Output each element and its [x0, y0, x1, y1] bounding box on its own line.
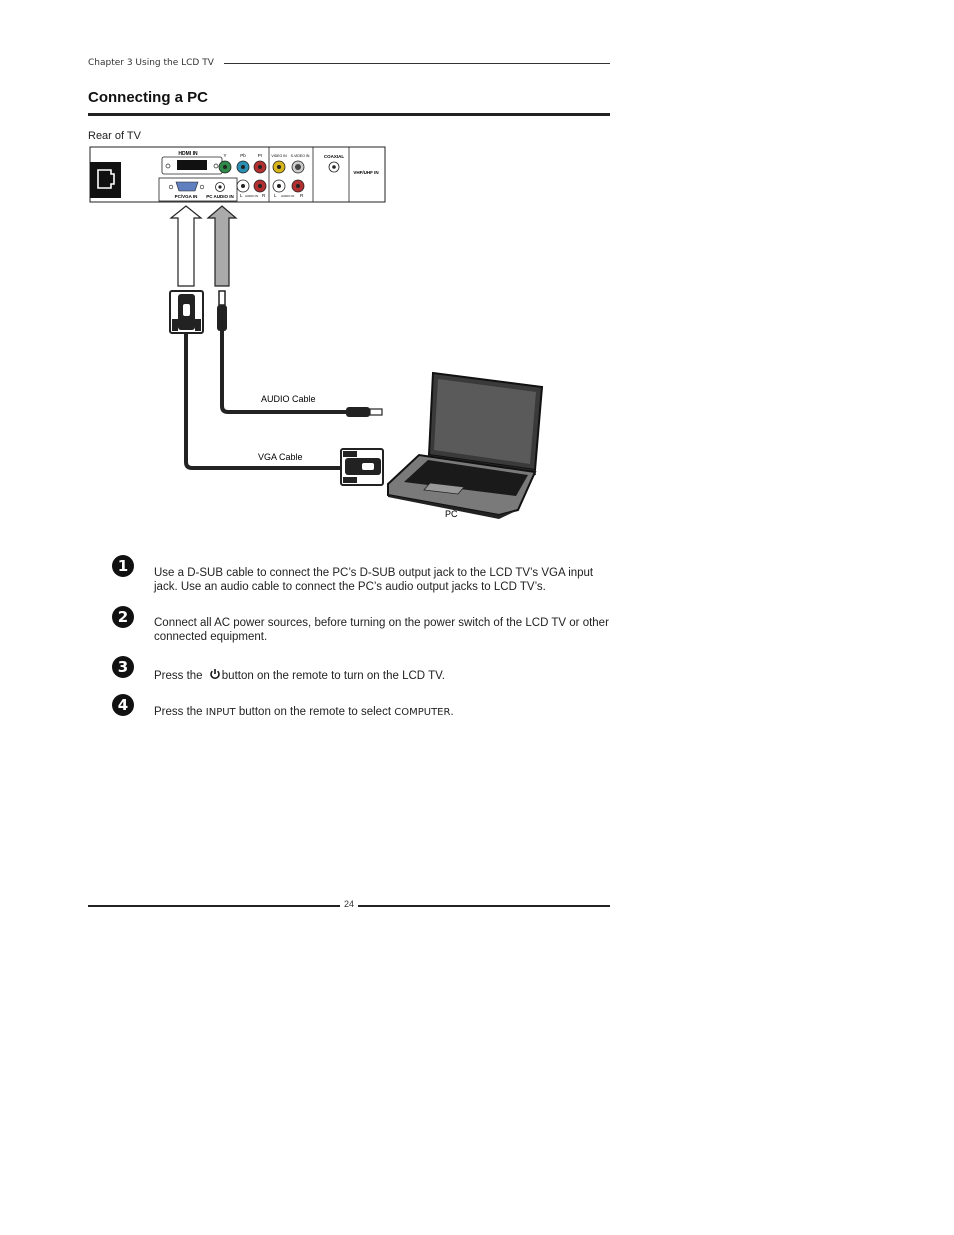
step-4-number: 4	[112, 694, 134, 716]
step-3-text	[154, 668, 609, 683]
audio-cable-label: AUDIO Cable	[261, 394, 316, 404]
page-title: Connecting a PC	[88, 89, 209, 106]
vga-cable-label: VGA Cable	[258, 452, 303, 462]
audio-small-label-2: AUDIO IN	[281, 194, 295, 198]
power-icon	[209, 668, 221, 680]
header-divider	[224, 63, 610, 64]
page-number: 24	[343, 899, 354, 909]
title-rule	[88, 113, 610, 116]
step-1-number: 1	[112, 555, 134, 577]
pc-label: PC	[445, 509, 458, 519]
hdmi-port	[162, 157, 222, 174]
coaxial-label: COAXIAL	[323, 154, 345, 159]
vhf-uhf-label: VHF/UHF IN	[353, 170, 379, 175]
ac-power-inlet	[90, 162, 121, 198]
audio-plug-tv	[217, 291, 227, 331]
pc-audio-port	[216, 183, 225, 192]
computer-keyword: COMPUTER	[394, 707, 451, 718]
laptop-illustration	[388, 373, 542, 519]
step-1-text: Use a D-SUB cable to connect the PC’s D-SUB output jack to the LCD TV’s VGA input jack. Use an audio cable to connect the PC’s audio output jacks to LCD TV’s.	[154, 567, 594, 593]
step-4-text-middle: button on the remote to select	[238, 706, 392, 718]
vga-connector-pc	[341, 449, 383, 485]
step-4-text-before: Press the	[154, 706, 203, 718]
vga-arrow	[171, 206, 201, 286]
pc-audio-label: PC AUDIO IN	[206, 194, 234, 199]
step-3-number: 3	[112, 656, 134, 678]
l-label-2: L	[274, 193, 277, 198]
step-3-text-after: button on the remote to turn on the LCD TV.	[221, 670, 445, 682]
l-label-1: L	[240, 193, 243, 198]
step-2-text: Connect all AC power sources, before turning on the power switch of the LCD TV or other connected equipment.	[154, 617, 609, 643]
svideo-in-label: S-VIDEO IN	[290, 154, 310, 158]
chapter-heading: Chapter 3 Using the LCD TV	[88, 58, 214, 68]
input-keyword: INPUT	[205, 707, 236, 718]
footer-line-left	[88, 905, 340, 907]
connection-diagram	[86, 144, 556, 524]
pb-label: Pb	[240, 153, 246, 158]
r-label-2: R	[300, 193, 304, 198]
step-2-number: 2	[112, 606, 134, 628]
y-label: Y	[223, 153, 227, 158]
audio-plug-pc	[346, 407, 382, 417]
vga-connector-tv	[170, 291, 203, 333]
pc-vga-label: PC/VGA IN	[174, 194, 198, 199]
audio-arrow	[208, 206, 236, 286]
audio-small-label-1: AUDIO IN	[245, 194, 259, 198]
step-3-text-before: Press the	[154, 670, 203, 682]
step-4-text-end: .	[450, 706, 454, 718]
step-4-text	[154, 705, 609, 720]
r-label-1: R	[262, 193, 266, 198]
hdmi-label: HDMI IN	[178, 151, 198, 157]
rear-of-tv-label: Rear of TV	[88, 130, 141, 142]
footer-line-right	[358, 905, 610, 907]
video-in-label: VIDEO IN	[271, 154, 287, 158]
pr-label: Pr	[257, 153, 263, 158]
